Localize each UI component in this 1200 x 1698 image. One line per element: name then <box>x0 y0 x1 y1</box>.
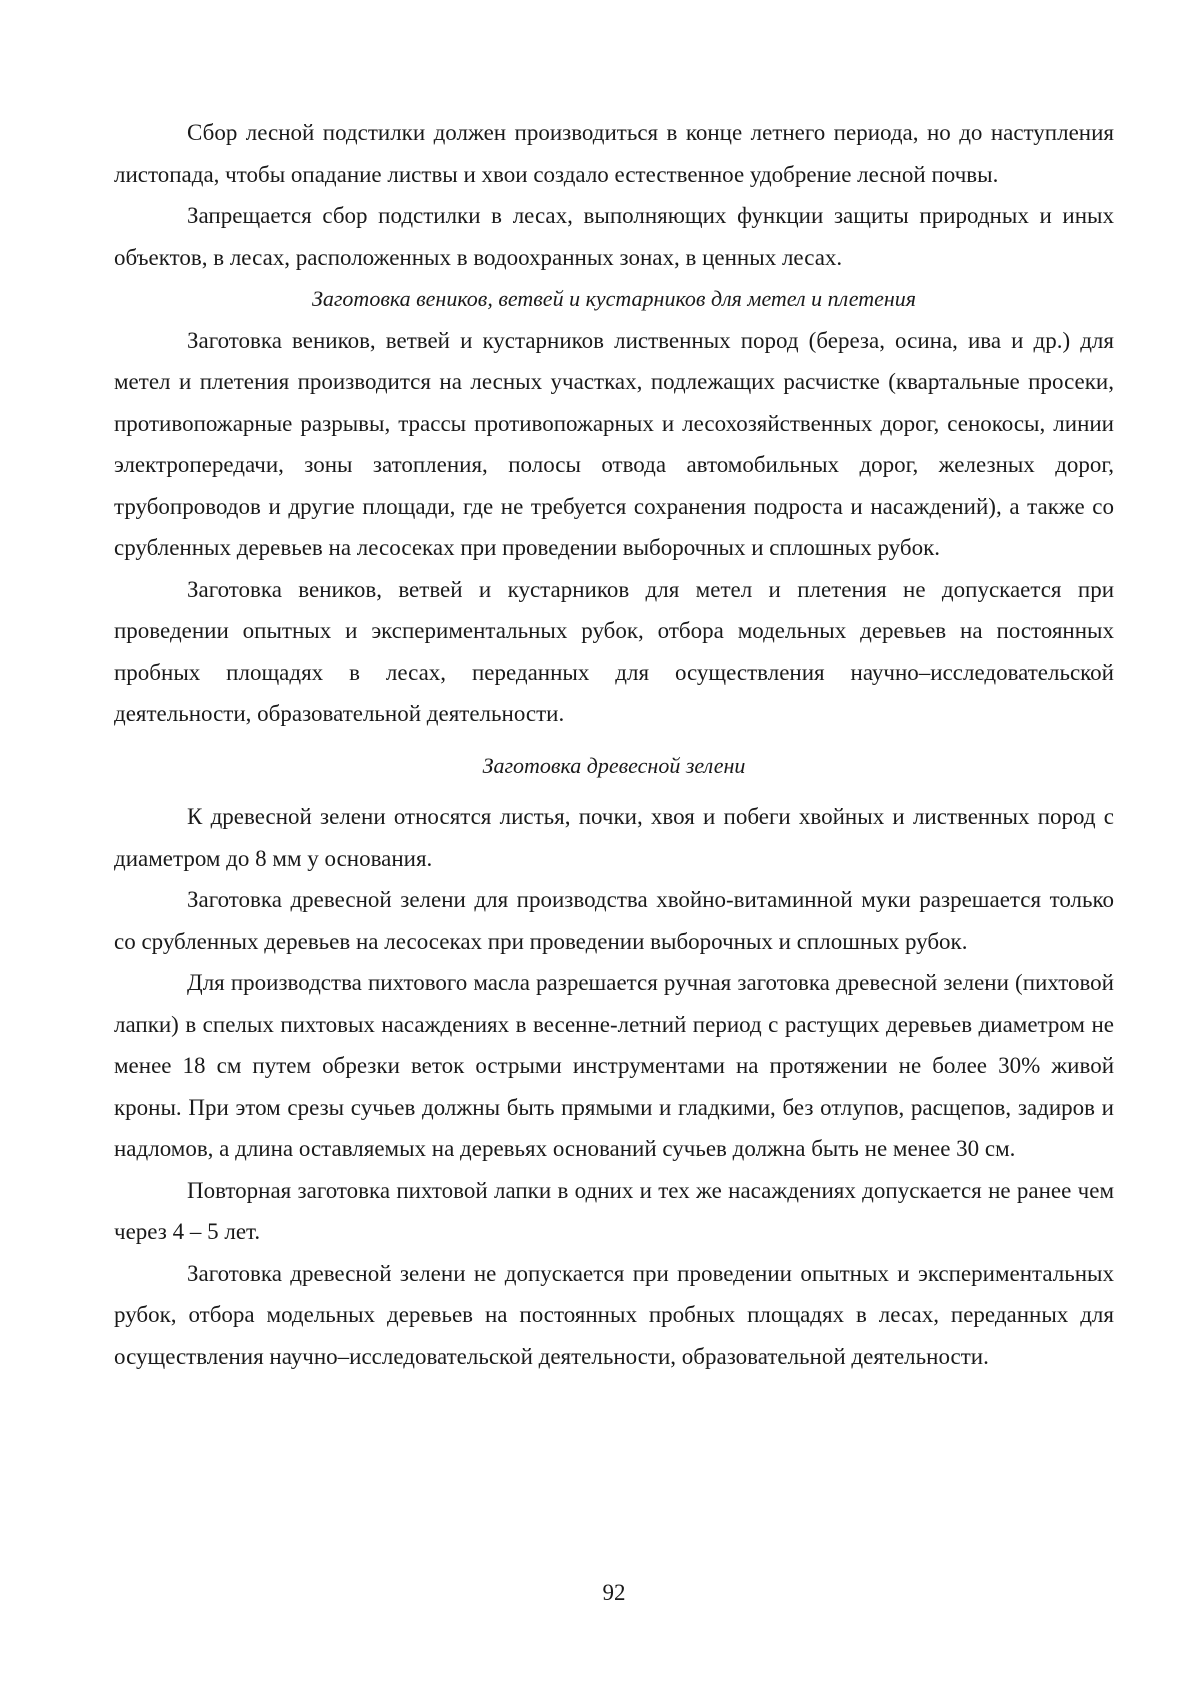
paragraph-brooms-procurement: Заготовка веников, ветвей и кустарников лиственных пород (береза, осина, ива и др.) для метел и плетения производится на лесных участках, подлежащих расчистке (квартальные просеки, противопожарные разрывы, трассы противопожарных и лесохозяйственных дорог, сенокосы, линии электропередачи, зоны затопления, полосы отвода автомобильных дорог, железных дорог, трубопроводов и другие площади, где не требуется сохранения подроста и насаждений), а также со срубленных деревьев на лесосеках при проведении выборочных и сплошных рубок. <box>114 327 1114 560</box>
paragraph-greenery-definition: К древесной зелени относятся листья, почки, хвоя и побеги хвойных и лиственных пород с диаметром до 8 мм у основания. <box>114 804 1114 871</box>
section-heading-tree-greenery: Заготовка древесной зелени <box>482 752 746 778</box>
paragraph-repeat-harvest: Повторная заготовка пихтовой лапки в одних и тех же насаждениях допускается не ранее чем через 4 – 5 лет. <box>114 1177 1114 1244</box>
paragraph-fir-oil: Для производства пихтового масла разрешается ручная заготовка древесной зелени (пихтовой лапки) в спелых пихтовых насаждениях в весенне-летний период с растущих деревьев диаметром не менее 18 см путем обрезки веток острыми инструментами на протяжении не более 30% живой кроны. При этом срезы сучьев должны быть прямыми и гладкими, без отлупов, расщепов, задиров и надломов, а длина оставляемых на деревьях оснований сучьев должна быть не менее 30 см. <box>114 970 1114 1161</box>
paragraph-brooms-restriction: Заготовка веников, ветвей и кустарников для метел и плетения не допускается при проведении опытных и экспериментальных рубок, отбора модельных деревьев на постоянных пробных площадях в лесах, переданных для осуществления научно–исследовательской деятельности, образовательной деятельности. <box>114 576 1114 726</box>
section-heading-brooms-branches: Заготовка веников, ветвей и кустарников для метел и плетения <box>311 286 917 311</box>
paragraph-litter-collection-prohibition: Запрещается сбор подстилки в лесах, выполняющих функции защиты природных и иных объектов, в лесах, расположенных в водоохранных зонах, в ценных лесах. <box>114 203 1114 270</box>
paragraph-greenery-flour: Заготовка древесной зелени для производства хвойно-витаминной муки разрешается только со срубленных деревьев на лесосеках при проведении выборочных и сплошных рубок. <box>114 887 1114 954</box>
page-body <box>114 112 1114 1377</box>
page-number: 92 <box>602 1580 626 1605</box>
paragraph-litter-collection-timing: Сбор лесной подстилки должен производиться в конце летнего периода, но до наступления листопада, чтобы опадание листвы и хвои создало естественное удобрение лесной почвы. <box>114 120 1114 187</box>
paragraph-greenery-restriction: Заготовка древесной зелени не допускается при проведении опытных и экспериментальных рубок, отбора модельных деревьев на постоянных пробных площадях в лесах, переданных для осуществления научно–исследовательской деятельности, образовательной деятельности. <box>114 1260 1114 1369</box>
